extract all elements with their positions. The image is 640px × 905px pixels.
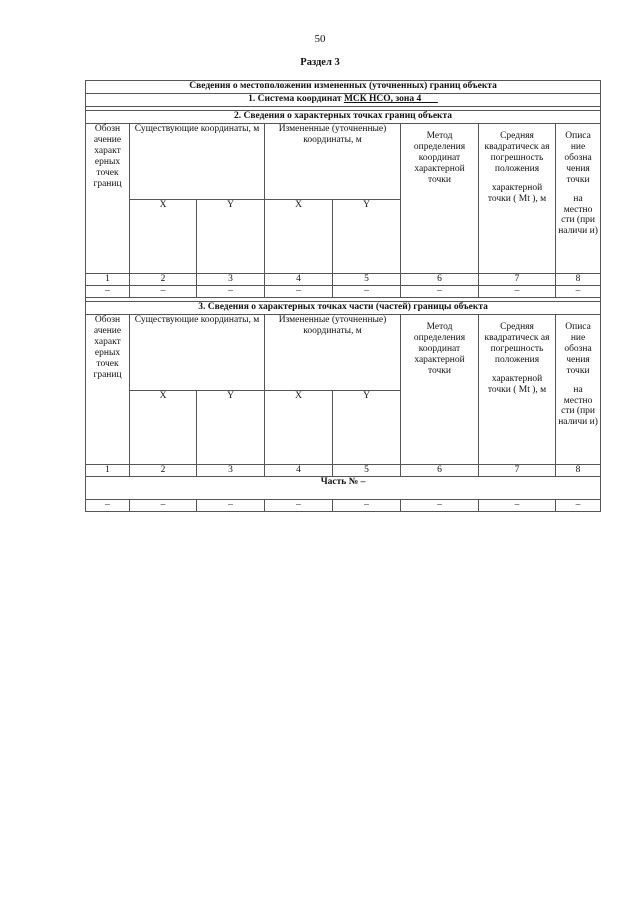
col-number: 8 xyxy=(556,274,601,286)
header-error xyxy=(479,315,556,465)
header-error-bottom: характерной точки ( Mt ), м xyxy=(487,373,547,395)
table-cell: – xyxy=(479,500,556,512)
header-designation: Обозн ачение характ ерных точек границ xyxy=(86,124,130,274)
header-changed-x: X xyxy=(265,391,333,465)
table-title: Сведения о местоположении измененных (уточненных) границ объекта xyxy=(86,81,601,94)
header-existing-y: Y xyxy=(197,391,265,465)
col-number: 1 xyxy=(86,274,130,286)
table-row xyxy=(86,500,601,512)
col-number: 5 xyxy=(333,274,401,286)
col-number: 7 xyxy=(479,465,556,477)
header-existing-x: X xyxy=(130,391,197,465)
col-number: 2 xyxy=(130,465,197,477)
col-number: 4 xyxy=(265,465,333,477)
header-existing: Существующие координаты, м xyxy=(130,124,265,200)
coord-system-row xyxy=(86,94,601,107)
col-number: 4 xyxy=(265,274,333,286)
header-description xyxy=(556,124,601,274)
table-cell: – xyxy=(130,286,197,298)
table-cell: – xyxy=(130,500,197,512)
coord-system-value: МСК НСО, зона 4 xyxy=(343,94,422,104)
page-number: 50 xyxy=(314,33,326,45)
header-method: Метод определения координат характерной точки xyxy=(401,315,479,465)
header-desc-bottom: на местно сти (при наличи и) xyxy=(558,193,598,237)
header-designation: Обозн ачение характ ерных точек границ xyxy=(86,315,130,465)
header-desc-bottom: на местно сти (при наличи и) xyxy=(558,384,598,428)
col-number: 7 xyxy=(479,274,556,286)
table-cell: – xyxy=(333,500,401,512)
part-label: Часть № – xyxy=(86,477,601,500)
header-error xyxy=(479,124,556,274)
header-changed-x: X xyxy=(265,200,333,274)
header-changed: Измененные (уточненные) координаты, м xyxy=(265,315,401,391)
col-number: 3 xyxy=(197,274,265,286)
header-error-top: Средняя квадратическ ая погрешность положения xyxy=(484,322,550,365)
section-3-title: 3. Сведения о характерных точках части (частей) границы объекта xyxy=(86,302,601,315)
table-cell: – xyxy=(265,500,333,512)
table-cell: – xyxy=(197,286,265,298)
col-number: 6 xyxy=(401,274,479,286)
table-cell: – xyxy=(333,286,401,298)
table-cell: – xyxy=(556,286,601,298)
table-row xyxy=(86,286,601,298)
header-description xyxy=(556,315,601,465)
table-cell: – xyxy=(401,286,479,298)
boundary-table xyxy=(85,80,601,512)
header-desc-top: Описа ние обозна чения точки xyxy=(564,322,592,376)
table-cell: – xyxy=(86,500,130,512)
header-desc-top: Описа ние обозна чения точки xyxy=(564,131,592,185)
col-number: 5 xyxy=(333,465,401,477)
header-method: Метод определения координат характерной точки xyxy=(401,124,479,274)
header-error-bottom: характерной точки ( Mt ), м xyxy=(487,182,547,204)
table-cell: – xyxy=(479,286,556,298)
header-changed: Измененные (уточненные) координаты, м xyxy=(265,124,401,200)
col-number: 2 xyxy=(130,274,197,286)
header-existing-x: X xyxy=(130,200,197,274)
header-changed-y: Y xyxy=(333,200,401,274)
col-number: 1 xyxy=(86,465,130,477)
header-error-top: Средняя квадратическ ая погрешность положения xyxy=(484,131,550,174)
header-changed-y: Y xyxy=(333,391,401,465)
table-cell: – xyxy=(401,500,479,512)
col-number: 3 xyxy=(197,465,265,477)
header-existing: Существующие координаты, м xyxy=(130,315,265,391)
table-cell: – xyxy=(86,286,130,298)
header-existing-y: Y xyxy=(197,200,265,274)
table-cell: – xyxy=(197,500,265,512)
table-cell: – xyxy=(265,286,333,298)
col-number: 6 xyxy=(401,465,479,477)
table-cell: – xyxy=(556,500,601,512)
coord-system-label: 1. Система координат xyxy=(248,94,342,104)
section-title: Раздел 3 xyxy=(300,57,340,68)
section-2-title: 2. Сведения о характерных точках границ объекта xyxy=(86,111,601,124)
col-number: 8 xyxy=(556,465,601,477)
